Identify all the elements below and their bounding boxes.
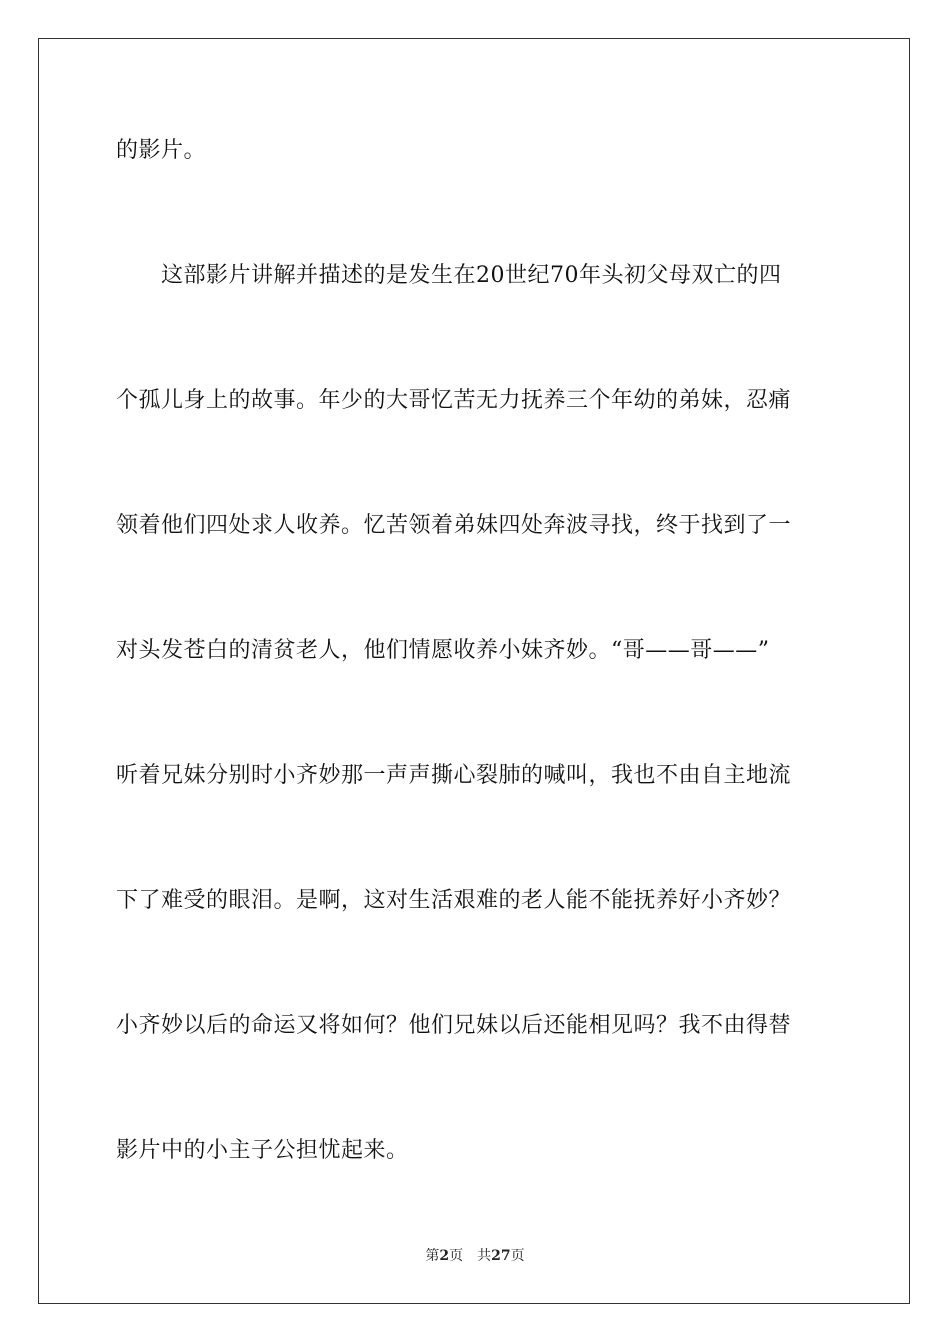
total-prefix: 共 bbox=[477, 1248, 492, 1264]
page-number: 2 bbox=[439, 1248, 450, 1264]
text-line-4: 领着他们四处求人收养。忆苦领着弟妹四处奔波寻找，终于找到了一 bbox=[116, 513, 792, 538]
total-suffix: 页 bbox=[510, 1248, 525, 1264]
text-line-8: 小齐妙以后的命运又将如何？他们兄妹以后还能相见吗？我不由得替 bbox=[116, 1013, 792, 1038]
text-line-3: 个孤儿身上的故事。年少的大哥忆苦无力抚养三个年幼的弟妹，忍痛 bbox=[116, 388, 792, 413]
text-line-6: 听着兄妹分别时小齐妙那一声声撕心裂肺的喊叫，我也不由自主地流 bbox=[116, 763, 792, 788]
page-suffix: 页 bbox=[449, 1248, 464, 1264]
text-line-1: 的影片。 bbox=[116, 138, 207, 163]
page-prefix: 第 bbox=[425, 1248, 440, 1264]
text-line-9: 影片中的小主子公担忧起来。 bbox=[116, 1138, 409, 1163]
text-line-5: 对头发苍白的清贫老人，他们情愿收养小妹齐妙。“哥——哥——” bbox=[116, 638, 770, 663]
text-line-7: 下了难受的眼泪。是啊，这对生活艰难的老人能不能抚养好小齐妙？ bbox=[116, 888, 792, 913]
page-footer bbox=[0, 1247, 950, 1265]
text-line-2: 这部影片讲解并描述的是发生在20世纪70年头初父母双亡的四 bbox=[161, 263, 782, 288]
total-pages: 27 bbox=[491, 1248, 511, 1264]
page-border bbox=[38, 38, 910, 1304]
